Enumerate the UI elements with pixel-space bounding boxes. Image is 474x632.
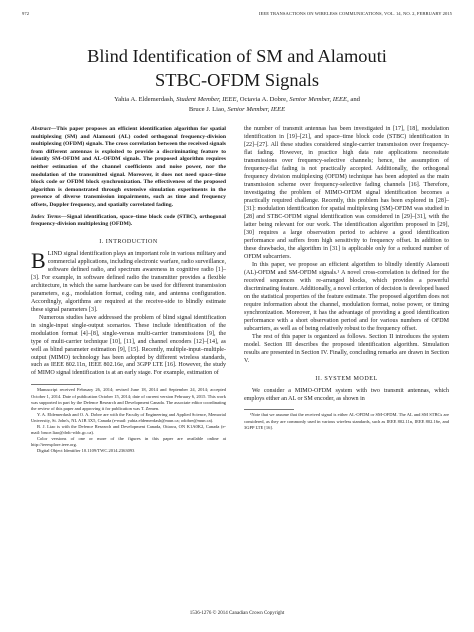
index-terms: Index Terms—Signal identification, space–time block code (STBC), orthogonal frequency-division multiplexing (OFDM). xyxy=(31,213,226,228)
journal-title: IEEE TRANSACTIONS ON WIRELESS COMMUNICATIONS, VOL. 14, NO. 2, FEBRUARY 2015 xyxy=(258,11,452,16)
footnote-rule xyxy=(31,384,81,385)
copyright-footer: 1536-1276 © 2014 Canadian Crown Copyright xyxy=(189,611,285,616)
running-header xyxy=(22,11,452,19)
manuscript-note-3: B. J. Liao is with the Defence Research and Development Canada, Ottawa, ON K1A0K2, Canada (e-mail: bruce.liao@drdc-rddc.gc.ca). xyxy=(31,424,226,436)
footnote-rule-right xyxy=(244,409,294,410)
drop-cap: B xyxy=(31,247,46,273)
page-number: 972 xyxy=(22,11,30,16)
right-paragraph-3: The rest of this paper is organized as follows. Section II introduces the system model. Section III describes the proposed identification algorithm. Simulation results are presented in Section IV. Finally, concluding remarks are drawn in Section V. xyxy=(244,333,449,364)
system-model-paragraph: We consider a MIMO-OFDM system with two transmit antennas, which employs either an AL or SM encoder, as shown in xyxy=(244,387,449,402)
author-line-1: Yahia A. Eldemerdash, Student Member, IEEE, Octavia A. Dobre, Senior Member, IEEE, and xyxy=(114,96,360,103)
author-list xyxy=(40,95,434,114)
doi-note: Digital Object Identifier 10.1109/TWC.2014.2363093 xyxy=(37,448,135,454)
title-line-2: STBC-OFDM Signals xyxy=(154,70,320,90)
left-column xyxy=(31,126,226,454)
manuscript-note-4: Color versions of one or more of the figures in this paper are available online at http://ieeexplore.ieee.org. xyxy=(31,436,226,448)
intro-paragraph-1: BLIND signal identification plays an important role in various military and commercial applications, including electronic warfare, radio surveillance, software defined radio, and spectrum awareness in cognitive radio [1]–[3]. For example, in software defined radio the transmitter provides a flexible architecture, in which the same hardware can be used for different transmission parameters, e.g., modulation format, coding rate, and antenna configuration. Accordingly, algorithms are required at the receive-side to blindly estimate these signal parameters [3]. xyxy=(31,247,226,313)
manuscript-note-2: Y. A. Eldemerdash and O. A. Dobre are with the Faculty of Engineering and Applied Science, Memorial University, St. John's, NL A1B 3X5, Canada (e-mail: yahia.eldemerdash@mun.ca; odobre@mun.ca). xyxy=(31,411,226,423)
right-paragraph-1: the number of transmit antennas has been investigated in [17], [18], modulation identification in [19]–[21], and space–time block code (STBC) identification in [22]–[27]. All these studies considered single-carrier transmission over frequency-flat fading. However, in practice high data rate applications necessitate transmissions over frequency-selective channels; hence, the assumption of frequency-flat fading is not practically accepted. Additionally, the orthogonal frequency division multiplexing (OFDM) technique has been adopted as the main transmission scheme over frequency-selective fading channels [16]. Therefore, investigating the problem of MIMO-OFDM signal identification becomes a practically required challenge. Recently, this problem has been explored in [28]–[31]: modulation identification for spatial multiplexing (SM)-OFDM was studied in [28] and STBC-OFDM signal identification was considered in [29]–[31], with the latter being relevant for our work. The identification algorithm proposed in [29], [30] requires a large observation period to achieve a good identification performance and suffers from high sensitivity to frequency offset. In addition to these drawbacks, the algorithm in [31] is applicable only for a reduced number of OFDM subcarriers. xyxy=(244,126,449,260)
title-line-1: Blind Identification of SM and Alamouti xyxy=(87,46,387,66)
footnote-1: ¹Note that we assume that the received signal is either AL-OFDM or SM-OFDM. The AL and SM STBCs are considered, as they are commonly used in various wireless standards, such as IEEE 802.11n, IEEE 802.16e, and 3GPP LTE [16]. xyxy=(244,412,449,430)
paper-title xyxy=(0,44,474,92)
abstract: Abstract—This paper proposes an efficient identification algorithm for spatial multiplexing (SM) and Alamouti (AL) coded orthogonal frequency-division multiplexing (OFDM) signals. The cross correlation between the received signals from different antennas is exploited to provide a discriminating feature to identify SM-OFDM and AL-OFDM signals. The proposed algorithm requires neither estimation of the channel coefficients and noise power, nor the modulation of the transmitted signal. Moreover, it does not need space–time block code or OFDM block synchronization. The effectiveness of the proposed algorithm is demonstrated through extensive simulation experiments in the presence of diverse transmission impairments, such as time and frequency offsets, Doppler frequency, and spatially correlated fading. xyxy=(31,126,226,208)
right-paragraph-2: In this paper, we propose an efficient algorithm to blindly identify Alamouti (AL)-OFDM and SM-OFDM signals.¹ A novel cross-correlation is defined for the received sequences with re-arranged blocks, which provides a powerful discriminating feature. Additionally, a novel criterion of decision is developed based on the statistical properties of the feature estimate. The proposed algorithm does not require information about the channel, modulation format, noise power, or timing synchronization. Moreover, it has the advantage of providing a good identification performance with a short observation period and for various numbers of OFDM subcarriers, as well as of being relatively robust to the frequency offset. xyxy=(244,261,449,332)
section-heading-system-model: II. SYSTEM MODEL xyxy=(315,375,378,382)
section-heading-introduction: I. INTRODUCTION xyxy=(99,238,158,245)
author-line-2: Bruce J. Liao, Senior Member, IEEE xyxy=(188,105,286,113)
manuscript-note-1: Manuscript received February 26, 2014; revised June 18, 2014 and September 24, 2014; accepted October 1, 2014. Date of publication October 15, 2014; date of current version February 6, 2015. This work was supported in part by the Defence Research and Development Canada. The associate editor coordinating the review of this paper and approving it for publication was T. Zemen. xyxy=(31,387,226,411)
intro-paragraph-2: Numerous studies have addressed the problem of blind signal identification in single-input single-output scenarios. These include identification of the modulation format [4]–[8], single-versus multi-carrier transmissions [9], the type of multi-carrier technique [10], [11], and channel encoders [12]–[14], as well as blind parameter estimation [9], [15]. Recently, multiple-input–multiple-output (MIMO) technology has been adopted by different wireless standards, such as IEEE 802.11n, IEEE 802.16e, and 3GPP LTE [16]. However, the study of MIMO signal identification is at an early stage. For example, estimation of xyxy=(31,314,226,377)
right-column xyxy=(244,126,449,431)
